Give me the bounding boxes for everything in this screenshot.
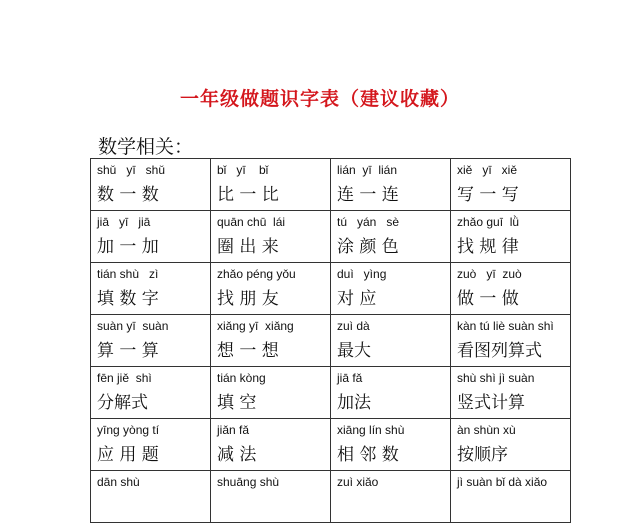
hanzi-text: 加法 xyxy=(337,393,371,413)
table-row xyxy=(91,211,571,263)
table-cell xyxy=(331,159,451,211)
pinyin-text: dān shù xyxy=(97,475,140,489)
table-row xyxy=(91,263,571,315)
table-cell xyxy=(451,367,571,419)
table-row xyxy=(91,419,571,471)
hanzi-text: 比 一 比 xyxy=(217,185,279,205)
table-row xyxy=(91,159,571,211)
hanzi-text: 相 邻 数 xyxy=(337,445,399,465)
table-cell xyxy=(331,367,451,419)
pinyin-text: zhǎo guī lǜ xyxy=(457,215,520,229)
page-title: 一年级做题识字表（建议收藏） xyxy=(179,88,460,110)
hanzi-text: 想 一 想 xyxy=(217,341,279,361)
table-cell xyxy=(211,159,331,211)
pinyin-text: bǐ yī bǐ xyxy=(217,163,269,177)
hanzi-text: 竖式计算 xyxy=(457,393,525,413)
pinyin-text: zuì xiǎo xyxy=(337,475,379,489)
pinyin-text: jiā yī jiā xyxy=(97,215,151,229)
pinyin-text: shù shì jì suàn xyxy=(457,371,535,385)
hanzi-text: 圈 出 来 xyxy=(217,237,279,257)
pinyin-text: jiā fǎ xyxy=(337,371,363,385)
hanzi-text: 连 一 连 xyxy=(337,185,399,205)
hanzi-text: 找 朋 友 xyxy=(217,289,279,309)
table-cell xyxy=(451,211,571,263)
hanzi-text: 填 数 字 xyxy=(97,289,159,309)
table-cell xyxy=(451,471,571,523)
hanzi-text: 做 一 做 xyxy=(457,289,519,309)
table-cell xyxy=(331,315,451,367)
pinyin-text: zhǎo péng yǒu xyxy=(217,267,296,281)
hanzi-text: 涂 颜 色 xyxy=(337,237,399,257)
pinyin-text: zuò yī zuò xyxy=(457,267,522,281)
table-cell xyxy=(91,471,211,523)
pinyin-text: shuāng shù xyxy=(217,475,280,489)
pinyin-text: shǔ yī shǔ xyxy=(97,163,166,177)
hanzi-text: 找 规 律 xyxy=(457,237,519,257)
pinyin-text: jiǎn fǎ xyxy=(217,423,250,437)
table-cell xyxy=(91,367,211,419)
table-cell xyxy=(331,419,451,471)
hanzi-text: 加 一 加 xyxy=(97,237,159,257)
table-cell xyxy=(211,367,331,419)
table-row xyxy=(91,471,571,523)
table-cell xyxy=(211,263,331,315)
pinyin-text: quān chū lái xyxy=(217,215,286,229)
pinyin-text: tián shù zì xyxy=(97,267,159,281)
hanzi-text: 减 法 xyxy=(217,445,257,465)
hanzi-text: 数 一 数 xyxy=(97,185,159,205)
pinyin-text: duì yìng xyxy=(337,267,387,281)
table-cell xyxy=(331,211,451,263)
pinyin-text: jì suàn bǐ dà xiǎo xyxy=(457,475,548,489)
table-cell xyxy=(91,419,211,471)
table-cell xyxy=(451,263,571,315)
table-cell xyxy=(91,315,211,367)
hanzi-text: 算 一 算 xyxy=(97,341,159,361)
table-cell xyxy=(211,315,331,367)
table-row xyxy=(91,367,571,419)
hanzi-text: 写 一 写 xyxy=(457,185,519,205)
pinyin-text: tián kòng xyxy=(217,371,266,385)
table-cell xyxy=(451,419,571,471)
hanzi-text: 填 空 xyxy=(217,393,257,413)
table-cell xyxy=(91,263,211,315)
hanzi-text: 对 应 xyxy=(337,289,377,309)
pinyin-text: zuì dà xyxy=(337,319,370,333)
pinyin-text: yīng yòng tí xyxy=(97,423,160,437)
pinyin-text: xiě yī xiě xyxy=(457,163,518,177)
section-heading: 数学相关： xyxy=(98,136,194,158)
table-row xyxy=(91,315,571,367)
literacy-table xyxy=(90,158,571,523)
table-cell xyxy=(451,315,571,367)
pinyin-text: àn shùn xù xyxy=(457,423,516,437)
pinyin-text: xiǎng yī xiǎng xyxy=(217,319,294,333)
table-cell xyxy=(211,211,331,263)
pinyin-text: fēn jiě shì xyxy=(97,371,152,385)
pinyin-text: xiāng lín shù xyxy=(337,423,405,437)
hanzi-text: 分解式 xyxy=(97,393,148,413)
hanzi-text: 应 用 题 xyxy=(97,445,159,465)
pinyin-text: suàn yī suàn xyxy=(97,319,169,333)
literacy-table-body xyxy=(91,159,571,523)
table-cell xyxy=(211,471,331,523)
pinyin-text: tú yán sè xyxy=(337,215,400,229)
hanzi-text: 按顺序 xyxy=(457,445,508,465)
table-cell xyxy=(331,263,451,315)
hanzi-text: 看图列算式 xyxy=(457,341,542,361)
pinyin-text: kàn tú liè suàn shì xyxy=(457,319,554,333)
pinyin-text: lián yī lián xyxy=(337,163,398,177)
table-cell xyxy=(331,471,451,523)
table-cell xyxy=(451,159,571,211)
hanzi-text: 最大 xyxy=(337,341,371,361)
table-cell xyxy=(91,159,211,211)
table-cell xyxy=(211,419,331,471)
table-cell xyxy=(91,211,211,263)
